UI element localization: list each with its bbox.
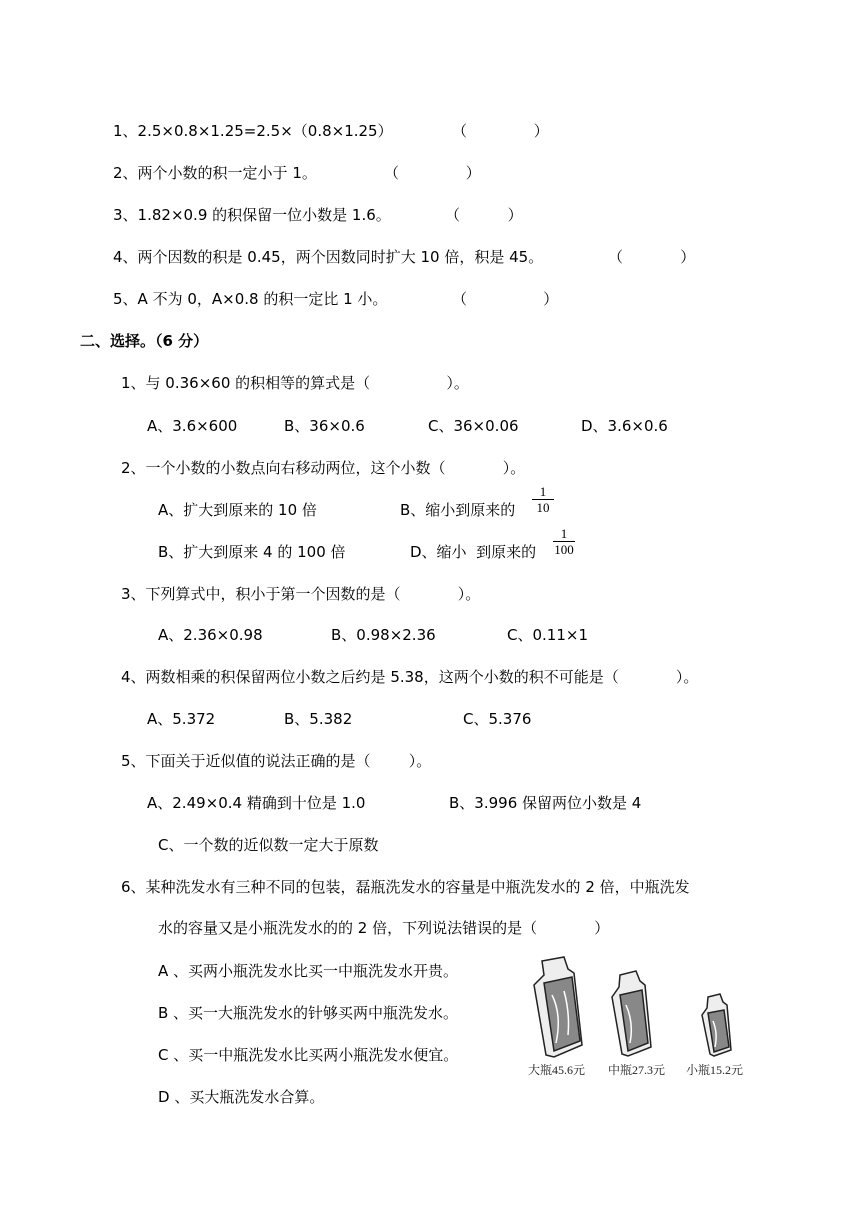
large-bottle-icon bbox=[534, 957, 582, 1057]
q3-option-b[interactable]: B、0.98×2.36 bbox=[331, 626, 436, 644]
fraction-numerator: 1 bbox=[560, 526, 568, 541]
fraction-denominator: 100 bbox=[554, 542, 574, 557]
q1-option-c[interactable]: C、36×0.06 bbox=[428, 417, 519, 435]
q2-option-c[interactable]: B、扩大到原来 4 的 100 倍 bbox=[158, 543, 346, 561]
judge-item-text: 3、1.82×0.9 的积保留一位小数是 1.6。 bbox=[113, 206, 391, 224]
answer-bracket[interactable]: （ ） bbox=[452, 290, 559, 308]
q3-option-a[interactable]: A、2.36×0.98 bbox=[158, 626, 263, 644]
q1-option-d[interactable]: D、3.6×0.6 bbox=[581, 417, 668, 435]
fraction-one-tenth bbox=[530, 484, 556, 515]
q4-option-b[interactable]: B、5.382 bbox=[284, 710, 353, 728]
answer-bracket[interactable]: （ ） bbox=[445, 206, 523, 224]
small-bottle-price: 小瓶15.2元 bbox=[686, 1063, 744, 1077]
q5-option-b[interactable]: B、3.996 保留两位小数是 4 bbox=[449, 794, 642, 812]
q4-option-c[interactable]: C、5.376 bbox=[463, 710, 532, 728]
fraction-one-hundredth bbox=[551, 526, 577, 557]
q6-option-b[interactable]: B 、买一大瓶洗发水的针够买两中瓶洗发水。 bbox=[158, 1004, 459, 1022]
q3-option-c[interactable]: C、0.11×1 bbox=[507, 626, 588, 644]
q1-option-b[interactable]: B、36×0.6 bbox=[284, 417, 365, 435]
judge-item-text: 5、A 不为 0，A×0.8 的积一定比 1 小。 bbox=[113, 290, 388, 308]
question-6-stem-line2: 水的容量又是小瓶洗发水的的 2 倍，下列说法错误的是（ ） bbox=[158, 919, 610, 937]
large-bottle-price: 大瓶45.6元 bbox=[528, 1063, 586, 1077]
question-4-stem: 4、两数相乘的积保留两位小数之后约是 5.38，这两个小数的积不可能是（ ）。 bbox=[121, 668, 699, 686]
q2-option-d[interactable]: D、缩小 到原来的 bbox=[410, 543, 537, 561]
question-3-stem: 3、下列算式中，积小于第一个因数的是（ ）。 bbox=[121, 585, 481, 603]
q6-option-d[interactable]: D 、买大瓶洗发水合算。 bbox=[158, 1088, 325, 1106]
q2-option-a[interactable]: A、扩大到原来的 10 倍 bbox=[158, 501, 317, 519]
answer-bracket[interactable]: （ ） bbox=[384, 164, 481, 182]
q1-option-a[interactable]: A、3.6×600 bbox=[147, 417, 238, 435]
small-bottle-icon bbox=[702, 994, 731, 1056]
answer-bracket[interactable]: （ ） bbox=[452, 122, 549, 140]
question-6-stem-line1: 6、某种洗发水有三种不同的包装，磊瓶洗发水的容量是中瓶洗发水的 2 倍，中瓶洗发 bbox=[121, 878, 690, 896]
fraction-denominator: 10 bbox=[536, 500, 550, 515]
question-1-stem: 1、与 0.36×60 的积相等的算式是（ ）。 bbox=[121, 374, 469, 392]
q4-option-a[interactable]: A、5.372 bbox=[147, 710, 216, 728]
judge-item-text: 1、2.5×0.8×1.25=2.5×（0.8×1.25） bbox=[113, 122, 393, 140]
section-title: 二、选择。（6 分） bbox=[80, 332, 209, 350]
judge-item-text: 2、两个小数的积一定小于 1。 bbox=[113, 164, 317, 182]
judge-item-text: 4、两个因数的积是 0.45，两个因数同时扩大 10 倍，积是 45。 bbox=[113, 248, 544, 266]
medium-bottle-icon bbox=[612, 971, 651, 1056]
question-5-stem: 5、下面关于近似值的说法正确的是（ ）。 bbox=[121, 752, 432, 770]
medium-bottle-price: 中瓶27.3元 bbox=[608, 1063, 666, 1077]
q2-option-b[interactable]: B、缩小到原来的 bbox=[400, 501, 516, 519]
q5-option-c[interactable]: C、一个数的近似数一定大于原数 bbox=[158, 836, 379, 854]
answer-bracket[interactable]: （ ） bbox=[608, 248, 696, 266]
q6-option-c[interactable]: C 、买一中瓶洗发水比买两小瓶洗发水便宜。 bbox=[158, 1046, 459, 1064]
question-2-stem: 2、一个小数的小数点向右移动两位，这个小数（ ）。 bbox=[121, 459, 526, 477]
q6-option-a[interactable]: A 、买两小瓶洗发水比买一中瓶洗发水开贵。 bbox=[158, 962, 459, 980]
fraction-numerator: 1 bbox=[539, 484, 547, 499]
q5-option-a[interactable]: A、2.49×0.4 精确到十位是 1.0 bbox=[147, 794, 366, 812]
